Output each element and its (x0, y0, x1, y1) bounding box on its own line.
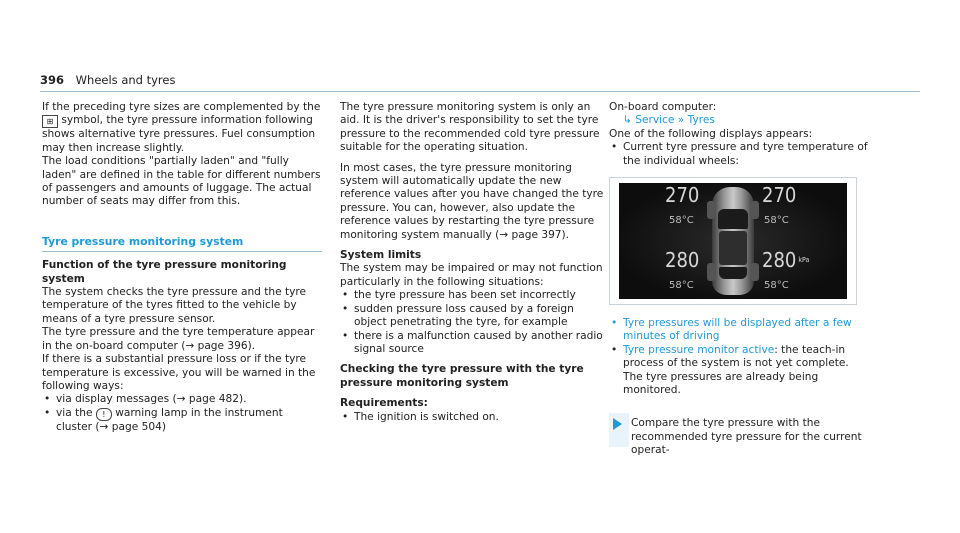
menu-tyres: Tyres (687, 114, 715, 127)
bullet2-text-b: warning lamp in the instrument cluster (→ page 504) (56, 406, 283, 433)
tyre-load-icon: ⊞ (42, 115, 58, 128)
section-title: Tyre pressure monitoring system (42, 235, 322, 252)
fr-pressure: 270 (762, 183, 797, 208)
rl-pressure: 280 (665, 248, 700, 273)
rr-temperature: 58°C (764, 280, 789, 292)
limits-paragraph: The system may be impaired or may not function particularly in the following situations: (340, 262, 603, 288)
function-heading: Function of the tyre pressure monitoring system (42, 259, 287, 285)
limits-bullet: • there is a malfunction caused by another radio signal source (340, 330, 604, 357)
play-arrow-icon (613, 418, 622, 430)
display-bullet-1: • Current tyre pressure and tyre temperature of the individual wheels: (609, 141, 871, 168)
submenu-arrow-icon: ↳ (623, 114, 632, 127)
warning-bullet-1: • via display messages (→ page 482). (42, 393, 322, 406)
car-top-view-icon (712, 187, 754, 295)
tyre-pressure-warning-icon: ! (96, 408, 112, 421)
limits-bullet: • sudden pressure loss caused by a foreign object penetrating the tyre, for example (340, 303, 604, 330)
wheel-rl-icon (707, 263, 715, 281)
double-chevron-icon: » (677, 114, 685, 127)
page-number: 396 (40, 73, 65, 87)
display-bullet-2: • Tyre pressures will be displayed after a few minutes of driving (609, 317, 871, 344)
column-right (609, 101, 871, 458)
header-divider (40, 91, 920, 92)
middle-paragraph-2: In most cases, the tyre pressure monitoring system will automatically update the new reference values after you have changed the tyre pressure. You can, however, also update the reference values by restarting the tyre pressure monitoring system manually (→ page 397). (340, 161, 604, 241)
monitor-active-text: : the teach-in process of the system is not yet complete. The tyre pressures are already being monitored. (623, 343, 849, 397)
menu-path (609, 114, 871, 127)
function-paragraph-3: If there is a substantial pressure loss or if the tyre temperature is excessive, you will be warned in the following ways: (42, 353, 316, 392)
column-middle (340, 101, 604, 424)
column-left (42, 101, 322, 434)
menu-service: Service (635, 114, 675, 127)
requirement-bullet: • The ignition is switched on. (340, 411, 604, 424)
displays-intro: One of the following displays appears: (609, 127, 813, 140)
warning-bullet-2 (42, 407, 322, 434)
limits-bullet: • the tyre pressure has been set incorrectly (340, 289, 604, 302)
fr-temperature: 58°C (764, 215, 789, 227)
instruction-note (609, 417, 871, 457)
obc-label: On-board computer: (609, 101, 717, 113)
function-paragraph-1: The system checks the tyre pressure and the tyre temperature of the tyres fitted to the vehicle by means of a tyre pressure sensor. (42, 286, 307, 325)
wheel-fl-icon (707, 201, 715, 219)
bullet2-text-a: via the (56, 406, 93, 419)
checking-heading: Checking the tyre pressure with the tyre pressure monitoring system (340, 363, 584, 389)
requirements-heading: Requirements: (340, 397, 428, 410)
monitor-active-label: Tyre pressure monitor active (623, 343, 775, 356)
instrument-display (619, 183, 847, 299)
pressure-unit: kPa (798, 256, 810, 265)
intro-text-a: If the preceding tyre sizes are complemented by the (42, 101, 321, 113)
tyre-pressure-display-figure (609, 177, 857, 305)
limits-heading: System limits (340, 249, 422, 262)
section-name: Wheels and tyres (75, 73, 176, 87)
wheel-rr-icon (751, 263, 759, 281)
intro-text-b: symbol, the tyre pressure information following shows alternative tyre pressures. Fuel consumption may then increase slightly. (42, 114, 316, 154)
page-header (40, 73, 175, 87)
function-paragraph-2: The tyre pressure and the tyre temperature appear in the on-board computer (→ page 396). (42, 326, 315, 352)
rr-pressure: 280 $^{kPa}$ (762, 248, 810, 273)
intro-paragraph-1 (42, 101, 322, 155)
note-text: Compare the tyre pressure with the recommended tyre pressure for the current operat- (631, 417, 862, 457)
intro-paragraph-2: The load conditions "partially laden" and "fully laden" are defined in the table for different numbers of passengers and amounts of luggage. The actual number of seats may differ from this. (42, 155, 321, 208)
middle-paragraph-1: The tyre pressure monitoring system is only an aid. It is the driver's responsibility to set the tyre pressure to the recommended cold tyre pressure suitable for the operating situation. (340, 101, 600, 154)
fl-pressure: 270 (665, 183, 700, 208)
rl-temperature: 58°C (669, 280, 694, 292)
fl-temperature: 58°C (669, 215, 694, 227)
wheel-fr-icon (751, 201, 759, 219)
display-bullet-3 (609, 344, 871, 398)
